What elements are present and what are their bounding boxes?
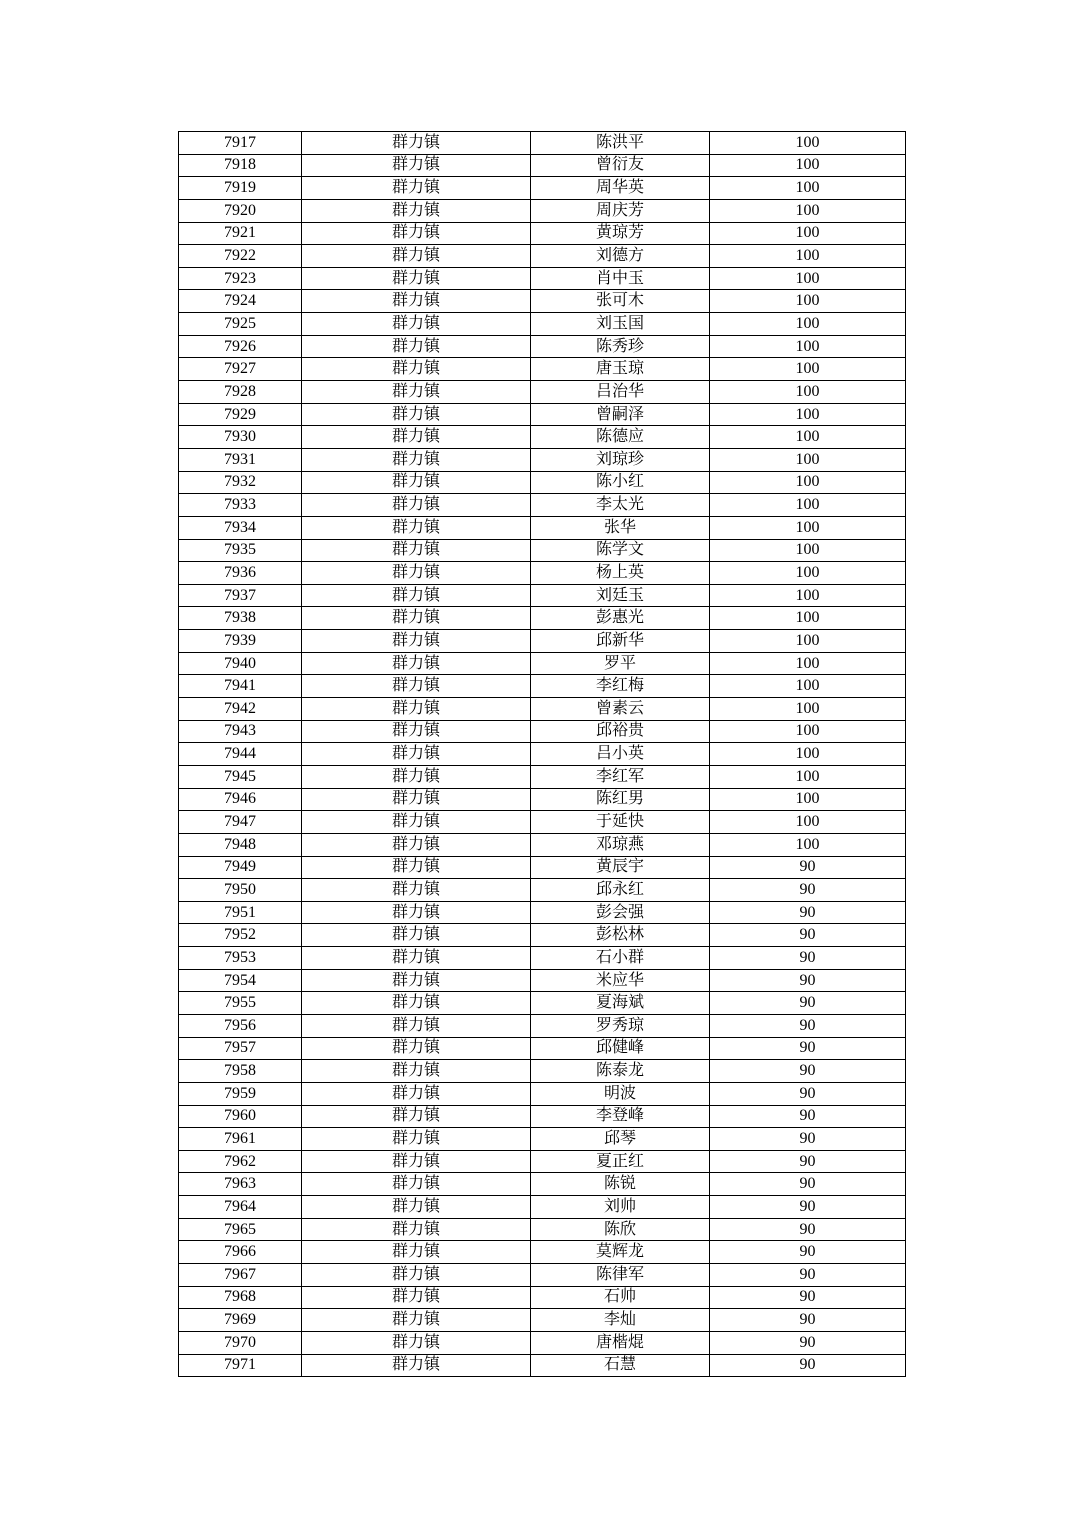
name-cell: 李灿: [531, 1309, 710, 1332]
serial-number-cell: 7934: [179, 516, 302, 539]
town-cell: 群力镇: [302, 494, 531, 517]
table-row: [179, 811, 906, 834]
score-cell: 90: [710, 901, 906, 924]
serial-number-cell: 7918: [179, 154, 302, 177]
town-cell: 群力镇: [302, 879, 531, 902]
table-row: [179, 494, 906, 517]
table-row: [179, 992, 906, 1015]
serial-number-cell: 7933: [179, 494, 302, 517]
serial-number-cell: 7947: [179, 811, 302, 834]
serial-number-cell: 7958: [179, 1060, 302, 1083]
name-cell: 吕治华: [531, 381, 710, 404]
table-row: [179, 1331, 906, 1354]
score-cell: 90: [710, 1128, 906, 1151]
town-cell: 群力镇: [302, 969, 531, 992]
name-cell: 黄辰宇: [531, 856, 710, 879]
name-cell: 张可木: [531, 290, 710, 313]
town-cell: 群力镇: [302, 1014, 531, 1037]
table-row: [179, 199, 906, 222]
serial-number-cell: 7954: [179, 969, 302, 992]
town-cell: 群力镇: [302, 132, 531, 155]
serial-number-cell: 7926: [179, 335, 302, 358]
name-cell: 周华英: [531, 177, 710, 200]
serial-number-cell: 7964: [179, 1196, 302, 1219]
score-cell: 90: [710, 1196, 906, 1219]
table-row: [179, 1060, 906, 1083]
name-cell: 夏海斌: [531, 992, 710, 1015]
table-row: [179, 652, 906, 675]
score-cell: 100: [710, 290, 906, 313]
table-row: [179, 426, 906, 449]
score-cell: 100: [710, 607, 906, 630]
serial-number-cell: 7971: [179, 1354, 302, 1377]
town-cell: 群力镇: [302, 199, 531, 222]
name-cell: 唐玉琼: [531, 358, 710, 381]
serial-number-cell: 7944: [179, 743, 302, 766]
name-cell: 李登峰: [531, 1105, 710, 1128]
serial-number-cell: 7957: [179, 1037, 302, 1060]
table-row: [179, 381, 906, 404]
town-cell: 群力镇: [302, 1128, 531, 1151]
table-row: [179, 720, 906, 743]
score-cell: 90: [710, 947, 906, 970]
name-cell: 曾嗣泽: [531, 403, 710, 426]
score-cell: 90: [710, 1105, 906, 1128]
score-cell: 90: [710, 1354, 906, 1377]
name-cell: 陈德应: [531, 426, 710, 449]
town-cell: 群力镇: [302, 516, 531, 539]
score-cell: 100: [710, 516, 906, 539]
score-cell: 100: [710, 132, 906, 155]
table-row: [179, 1354, 906, 1377]
score-cell: 100: [710, 811, 906, 834]
score-cell: 100: [710, 154, 906, 177]
score-table-body: [179, 132, 906, 1377]
score-cell: 100: [710, 245, 906, 268]
table-row: [179, 403, 906, 426]
name-cell: 明波: [531, 1082, 710, 1105]
town-cell: 群力镇: [302, 403, 531, 426]
name-cell: 李太光: [531, 494, 710, 517]
serial-number-cell: 7921: [179, 222, 302, 245]
serial-number-cell: 7950: [179, 879, 302, 902]
table-row: [179, 675, 906, 698]
score-cell: 100: [710, 313, 906, 336]
serial-number-cell: 7941: [179, 675, 302, 698]
town-cell: 群力镇: [302, 335, 531, 358]
serial-number-cell: 7929: [179, 403, 302, 426]
town-cell: 群力镇: [302, 652, 531, 675]
table-row: [179, 1150, 906, 1173]
score-cell: 100: [710, 765, 906, 788]
score-cell: 100: [710, 652, 906, 675]
town-cell: 群力镇: [302, 924, 531, 947]
name-cell: 彭惠光: [531, 607, 710, 630]
town-cell: 群力镇: [302, 426, 531, 449]
score-cell: 100: [710, 562, 906, 585]
town-cell: 群力镇: [302, 267, 531, 290]
table-row: [179, 1196, 906, 1219]
score-cell: 100: [710, 199, 906, 222]
serial-number-cell: 7924: [179, 290, 302, 313]
town-cell: 群力镇: [302, 788, 531, 811]
table-row: [179, 833, 906, 856]
serial-number-cell: 7949: [179, 856, 302, 879]
table-row: [179, 267, 906, 290]
score-cell: 100: [710, 675, 906, 698]
serial-number-cell: 7967: [179, 1264, 302, 1287]
name-cell: 刘廷玉: [531, 584, 710, 607]
score-cell: 100: [710, 539, 906, 562]
table-row: [179, 856, 906, 879]
town-cell: 群力镇: [302, 833, 531, 856]
table-row: [179, 969, 906, 992]
score-cell: 100: [710, 743, 906, 766]
score-cell: 100: [710, 403, 906, 426]
table-row: [179, 765, 906, 788]
name-cell: 石小群: [531, 947, 710, 970]
town-cell: 群力镇: [302, 1060, 531, 1083]
serial-number-cell: 7970: [179, 1331, 302, 1354]
table-row: [179, 471, 906, 494]
name-cell: 邓琼燕: [531, 833, 710, 856]
town-cell: 群力镇: [302, 381, 531, 404]
score-cell: 100: [710, 177, 906, 200]
score-cell: 100: [710, 584, 906, 607]
town-cell: 群力镇: [302, 811, 531, 834]
score-cell: 90: [710, 1060, 906, 1083]
table-row: [179, 788, 906, 811]
table-row: [179, 335, 906, 358]
score-cell: 90: [710, 1309, 906, 1332]
score-cell: 100: [710, 833, 906, 856]
town-cell: 群力镇: [302, 992, 531, 1015]
serial-number-cell: 7962: [179, 1150, 302, 1173]
score-cell: 90: [710, 1014, 906, 1037]
name-cell: 于延快: [531, 811, 710, 834]
table-row: [179, 1309, 906, 1332]
table-row: [179, 1241, 906, 1264]
serial-number-cell: 7940: [179, 652, 302, 675]
name-cell: 罗平: [531, 652, 710, 675]
score-cell: 100: [710, 426, 906, 449]
name-cell: 刘琼珍: [531, 448, 710, 471]
name-cell: 彭松林: [531, 924, 710, 947]
serial-number-cell: 7942: [179, 698, 302, 721]
score-cell: 90: [710, 969, 906, 992]
name-cell: 邱琴: [531, 1128, 710, 1151]
score-cell: 90: [710, 1082, 906, 1105]
score-cell: 100: [710, 698, 906, 721]
table-row: [179, 154, 906, 177]
score-cell: 90: [710, 1286, 906, 1309]
serial-number-cell: 7935: [179, 539, 302, 562]
name-cell: 陈欣: [531, 1218, 710, 1241]
table-row: [179, 924, 906, 947]
score-cell: 100: [710, 381, 906, 404]
table-row: [179, 698, 906, 721]
town-cell: 群力镇: [302, 313, 531, 336]
serial-number-cell: 7960: [179, 1105, 302, 1128]
town-cell: 群力镇: [302, 1105, 531, 1128]
name-cell: 陈小红: [531, 471, 710, 494]
serial-number-cell: 7938: [179, 607, 302, 630]
town-cell: 群力镇: [302, 630, 531, 653]
score-cell: 100: [710, 494, 906, 517]
town-cell: 群力镇: [302, 154, 531, 177]
town-cell: 群力镇: [302, 1241, 531, 1264]
name-cell: 陈锐: [531, 1173, 710, 1196]
table-row: [179, 132, 906, 155]
town-cell: 群力镇: [302, 177, 531, 200]
name-cell: 唐楷焜: [531, 1331, 710, 1354]
name-cell: 彭会强: [531, 901, 710, 924]
serial-number-cell: 7928: [179, 381, 302, 404]
town-cell: 群力镇: [302, 1264, 531, 1287]
serial-number-cell: 7930: [179, 426, 302, 449]
serial-number-cell: 7951: [179, 901, 302, 924]
table-row: [179, 947, 906, 970]
table-row: [179, 1105, 906, 1128]
score-cell: 90: [710, 1264, 906, 1287]
serial-number-cell: 7923: [179, 267, 302, 290]
town-cell: 群力镇: [302, 539, 531, 562]
town-cell: 群力镇: [302, 1331, 531, 1354]
table-row: [179, 177, 906, 200]
table-row: [179, 1014, 906, 1037]
score-cell: 90: [710, 992, 906, 1015]
name-cell: 石慧: [531, 1354, 710, 1377]
town-cell: 群力镇: [302, 471, 531, 494]
name-cell: 邱健峰: [531, 1037, 710, 1060]
town-cell: 群力镇: [302, 765, 531, 788]
name-cell: 肖中玉: [531, 267, 710, 290]
name-cell: 曾衍友: [531, 154, 710, 177]
town-cell: 群力镇: [302, 222, 531, 245]
score-cell: 90: [710, 1173, 906, 1196]
table-row: [179, 448, 906, 471]
serial-number-cell: 7919: [179, 177, 302, 200]
score-cell: 90: [710, 1150, 906, 1173]
table-row: [179, 245, 906, 268]
town-cell: 群力镇: [302, 1082, 531, 1105]
town-cell: 群力镇: [302, 1354, 531, 1377]
serial-number-cell: 7969: [179, 1309, 302, 1332]
serial-number-cell: 7931: [179, 448, 302, 471]
town-cell: 群力镇: [302, 607, 531, 630]
table-row: [179, 1264, 906, 1287]
town-cell: 群力镇: [302, 562, 531, 585]
table-row: [179, 1218, 906, 1241]
serial-number-cell: 7922: [179, 245, 302, 268]
name-cell: 陈红男: [531, 788, 710, 811]
serial-number-cell: 7927: [179, 358, 302, 381]
name-cell: 邱永红: [531, 879, 710, 902]
serial-number-cell: 7956: [179, 1014, 302, 1037]
score-cell: 90: [710, 1218, 906, 1241]
score-table: [178, 131, 906, 1377]
serial-number-cell: 7953: [179, 947, 302, 970]
score-cell: 100: [710, 267, 906, 290]
name-cell: 陈泰龙: [531, 1060, 710, 1083]
name-cell: 陈学文: [531, 539, 710, 562]
score-cell: 90: [710, 1331, 906, 1354]
serial-number-cell: 7952: [179, 924, 302, 947]
score-cell: 90: [710, 856, 906, 879]
town-cell: 群力镇: [302, 245, 531, 268]
name-cell: 莫辉龙: [531, 1241, 710, 1264]
name-cell: 石帅: [531, 1286, 710, 1309]
score-cell: 100: [710, 471, 906, 494]
name-cell: 刘玉国: [531, 313, 710, 336]
name-cell: 陈律军: [531, 1264, 710, 1287]
table-row: [179, 222, 906, 245]
name-cell: 陈洪平: [531, 132, 710, 155]
serial-number-cell: 7936: [179, 562, 302, 585]
score-cell: 100: [710, 720, 906, 743]
serial-number-cell: 7937: [179, 584, 302, 607]
table-row: [179, 630, 906, 653]
name-cell: 刘德方: [531, 245, 710, 268]
serial-number-cell: 7948: [179, 833, 302, 856]
name-cell: 刘帅: [531, 1196, 710, 1219]
table-row: [179, 743, 906, 766]
serial-number-cell: 7955: [179, 992, 302, 1015]
town-cell: 群力镇: [302, 584, 531, 607]
score-cell: 100: [710, 630, 906, 653]
serial-number-cell: 7968: [179, 1286, 302, 1309]
name-cell: 杨上英: [531, 562, 710, 585]
town-cell: 群力镇: [302, 1173, 531, 1196]
score-cell: 100: [710, 222, 906, 245]
name-cell: 黄琼芳: [531, 222, 710, 245]
name-cell: 米应华: [531, 969, 710, 992]
town-cell: 群力镇: [302, 358, 531, 381]
name-cell: 邱裕贵: [531, 720, 710, 743]
table-row: [179, 901, 906, 924]
serial-number-cell: 7945: [179, 765, 302, 788]
name-cell: 李红军: [531, 765, 710, 788]
serial-number-cell: 7946: [179, 788, 302, 811]
town-cell: 群力镇: [302, 720, 531, 743]
serial-number-cell: 7925: [179, 313, 302, 336]
town-cell: 群力镇: [302, 1150, 531, 1173]
town-cell: 群力镇: [302, 1286, 531, 1309]
table-row: [179, 313, 906, 336]
town-cell: 群力镇: [302, 675, 531, 698]
table-row: [179, 1286, 906, 1309]
town-cell: 群力镇: [302, 1196, 531, 1219]
serial-number-cell: 7920: [179, 199, 302, 222]
table-row: [179, 879, 906, 902]
name-cell: 邱新华: [531, 630, 710, 653]
town-cell: 群力镇: [302, 856, 531, 879]
town-cell: 群力镇: [302, 1309, 531, 1332]
table-row: [179, 516, 906, 539]
serial-number-cell: 7959: [179, 1082, 302, 1105]
serial-number-cell: 7943: [179, 720, 302, 743]
name-cell: 陈秀珍: [531, 335, 710, 358]
town-cell: 群力镇: [302, 448, 531, 471]
score-cell: 100: [710, 448, 906, 471]
town-cell: 群力镇: [302, 698, 531, 721]
table-row: [179, 1128, 906, 1151]
table-row: [179, 1037, 906, 1060]
table-row: [179, 607, 906, 630]
serial-number-cell: 7963: [179, 1173, 302, 1196]
score-cell: 100: [710, 358, 906, 381]
table-row: [179, 539, 906, 562]
serial-number-cell: 7939: [179, 630, 302, 653]
score-cell: 90: [710, 924, 906, 947]
table-row: [179, 358, 906, 381]
town-cell: 群力镇: [302, 1218, 531, 1241]
score-cell: 90: [710, 879, 906, 902]
score-cell: 100: [710, 788, 906, 811]
table-row: [179, 1173, 906, 1196]
name-cell: 罗秀琼: [531, 1014, 710, 1037]
score-cell: 90: [710, 1241, 906, 1264]
name-cell: 吕小英: [531, 743, 710, 766]
town-cell: 群力镇: [302, 743, 531, 766]
name-cell: 周庆芳: [531, 199, 710, 222]
town-cell: 群力镇: [302, 290, 531, 313]
serial-number-cell: 7932: [179, 471, 302, 494]
name-cell: 李红梅: [531, 675, 710, 698]
score-cell: 100: [710, 335, 906, 358]
table-row: [179, 584, 906, 607]
table-row: [179, 1082, 906, 1105]
town-cell: 群力镇: [302, 901, 531, 924]
serial-number-cell: 7965: [179, 1218, 302, 1241]
serial-number-cell: 7961: [179, 1128, 302, 1151]
table-row: [179, 562, 906, 585]
town-cell: 群力镇: [302, 947, 531, 970]
town-cell: 群力镇: [302, 1037, 531, 1060]
table-row: [179, 290, 906, 313]
score-cell: 90: [710, 1037, 906, 1060]
serial-number-cell: 7966: [179, 1241, 302, 1264]
name-cell: 夏正红: [531, 1150, 710, 1173]
name-cell: 张华: [531, 516, 710, 539]
name-cell: 曾素云: [531, 698, 710, 721]
serial-number-cell: 7917: [179, 132, 302, 155]
